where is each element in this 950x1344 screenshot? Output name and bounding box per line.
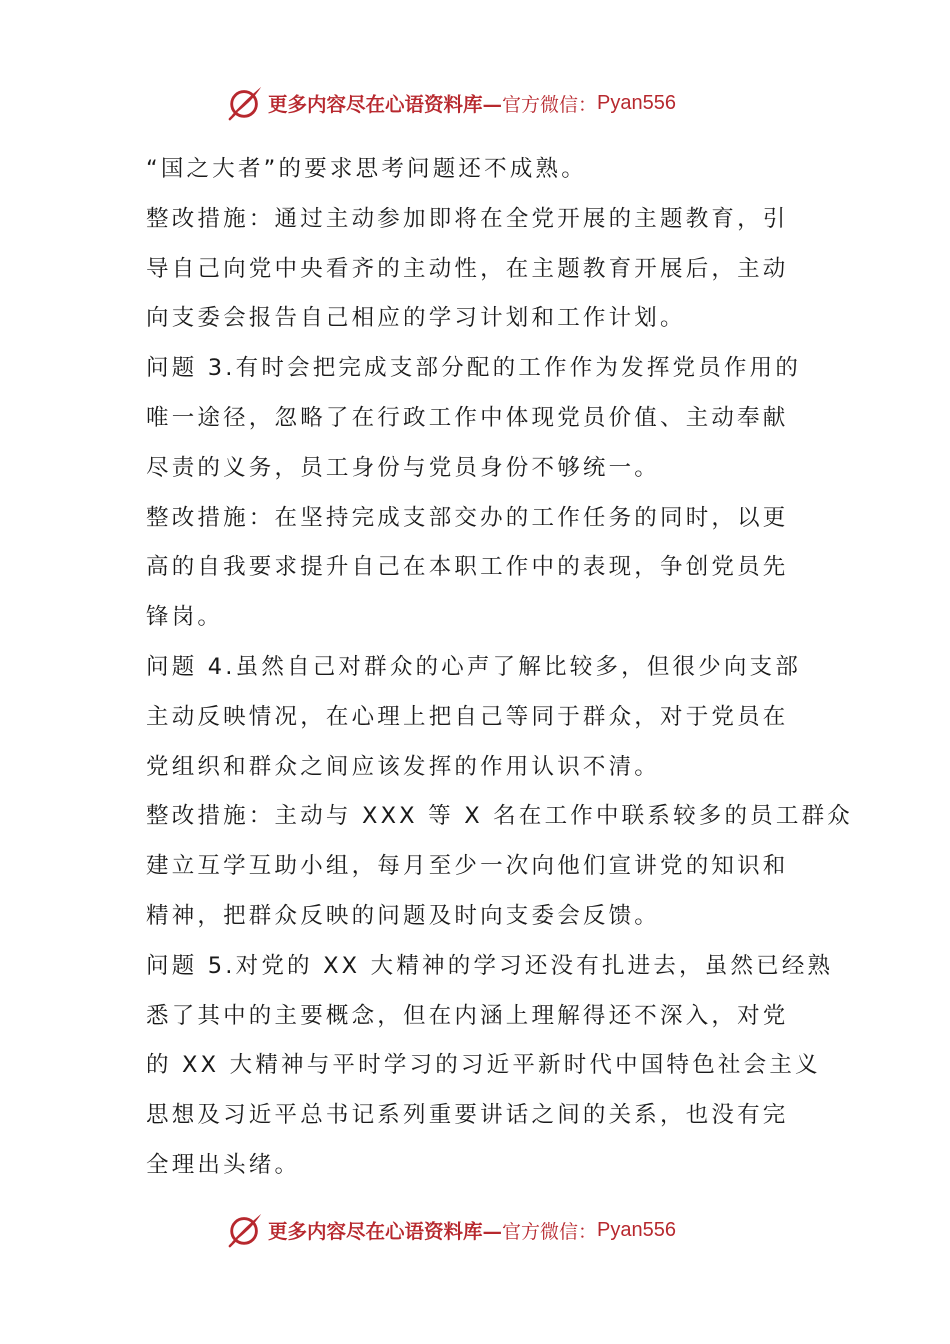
quill-logo-icon (226, 84, 264, 122)
text-line: 建立互学互助小组，每月至少一次向他们宣讲党的知识和 (146, 853, 789, 880)
footer-banner (226, 1210, 676, 1250)
banner-wechat-label: 官方微信： (502, 1220, 598, 1243)
banner-text: 更多内容尽在心语资料库— (268, 93, 503, 116)
quill-logo-icon (226, 1211, 264, 1249)
banner-wechat-label: 官方微信： (502, 93, 598, 116)
text-line: 尽责的义务，员工身份与党员身份不够统一。 (146, 454, 661, 481)
banner-wechat-id: Pyan556 (597, 91, 676, 114)
text-line: 主动反映情况，在心理上把自己等同于群众，对于党员在 (146, 703, 789, 730)
text-line: 问题 4.虽然自己对群众的心声了解比较多，但很少向支部 (146, 653, 802, 680)
text-line: 向支委会报告自己相应的学习计划和工作计划。 (146, 305, 686, 332)
text-line: 精神，把群众反映的问题及时向支委会反馈。 (146, 902, 661, 929)
text-line: 问题 5.对党的 XX 大精神的学习还没有扎进去，虽然已经熟 (146, 952, 834, 979)
text-line: 导自己向党中央看齐的主动性，在主题教育开展后，主动 (146, 255, 789, 282)
text-line: 全理出头绪。 (146, 1151, 301, 1178)
text-line: 思想及习近平总书记系列重要讲话之间的关系，也没有完 (146, 1102, 789, 1129)
document-body (146, 145, 853, 1191)
text-line: 的 XX 大精神与平时学习的习近平新时代中国特色社会主义 (146, 1052, 821, 1079)
text-line: 锋岗。 (146, 604, 224, 631)
text-line: 悉了其中的主要概念，但在内涵上理解得还不深入，对党 (146, 1002, 789, 1029)
text-line: 高的自我要求提升自己在本职工作中的表现，争创党员先 (146, 554, 789, 581)
text-line: 党组织和群众之间应该发挥的作用认识不清。 (146, 753, 661, 780)
text-line: 整改措施：通过主动参加即将在全党开展的主题教育，引 (146, 205, 789, 232)
banner-wechat-id: Pyan556 (597, 1218, 676, 1241)
text-line: 问题 3.有时会把完成支部分配的工作作为发挥党员作用的 (146, 355, 802, 382)
text-line: 整改措施：主动与 XXX 等 X 名在工作中联系较多的员工群众 (146, 803, 853, 830)
text-line: 整改措施：在坚持完成支部交办的工作任务的同时，以更 (146, 504, 789, 531)
text-line: “国之大者”的要求思考问题还不成熟。 (146, 156, 587, 182)
header-banner (226, 83, 676, 123)
text-line: 唯一途径，忽略了在行政工作中体现党员价值、主动奉献 (146, 404, 789, 431)
banner-text: 更多内容尽在心语资料库— (268, 1220, 503, 1243)
